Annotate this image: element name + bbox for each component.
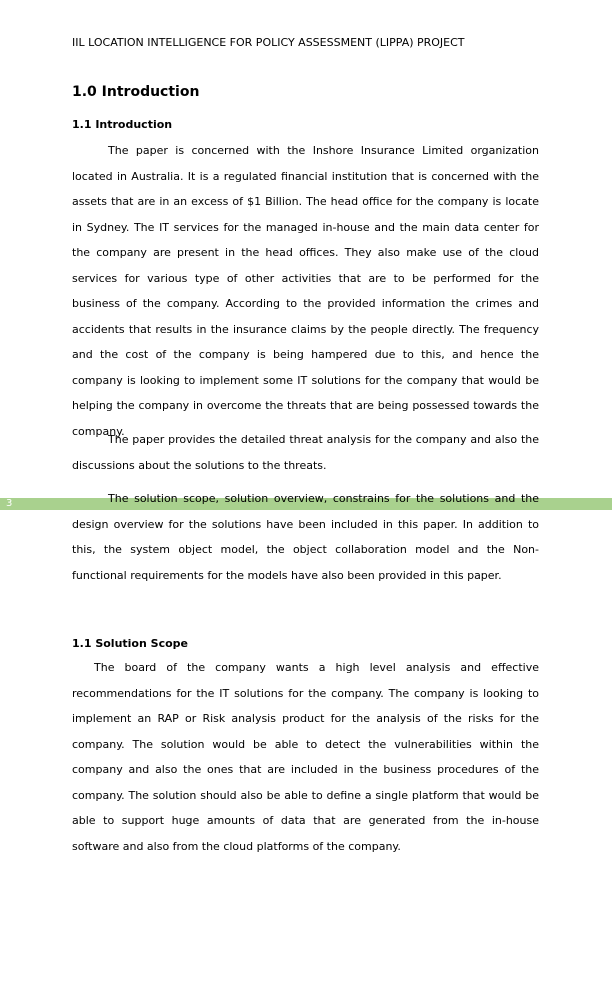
introduction-paragraph-3: The solution scope, solution overview, constrains for the solutions and the design overview for the solutions have been included in this paper. In addition to this, the system object model, the object collaboration model and the Non-functional requirements for the models have also been provided in this paper. (72, 492, 539, 582)
subsection-heading-introduction: 1.1 Introduction (72, 118, 173, 131)
solution-scope-paragraph: The board of the company wants a high level analysis and effective recommendations for the IT solutions for the company. The company is looking to implement an RAP or Risk analysis product for the analysis of the risks for the company. The solution would be able to detect the vulnerabilities within the company and also the ones that are included in the business procedures of the company. The solution should also be able to define a single platform that would be able to support huge amounts of data that are generated from the in-house software and also from the cloud platforms of the company. (72, 661, 539, 853)
introduction-paragraph-2: The paper provides the detailed threat analysis for the company and also the discussions about the solutions to the threats. (72, 433, 539, 472)
subsection-heading-solution-scope: 1.1 Solution Scope (72, 637, 188, 650)
introduction-paragraph-1: The paper is concerned with the Inshore Insurance Limited organization located in Australia. It is a regulated financial institution that is concerned with the assets that are in an excess of $1 Billion. The head office for the company is locate in Sydney. The IT services for the managed in-house and the main data center for the company are present in the head offices. They also make use of the cloud services for various type of other activities that are to be performed for the business of the company. According to the provided information the crimes and accidents that results in the insurance claims by the people directly. The frequency and the cost of the company is being hampered due to this, and hence the company is looking to implement some IT solutions for the company that would be helping the company in overcome the threats that are being possessed towards the company. (72, 144, 539, 438)
section-heading: 1.0 Introduction (72, 84, 200, 100)
page-number: 3 (6, 498, 13, 509)
document-header: IIL LOCATION INTELLIGENCE FOR POLICY ASSESSMENT (LIPPA) PROJECT (72, 36, 465, 49)
